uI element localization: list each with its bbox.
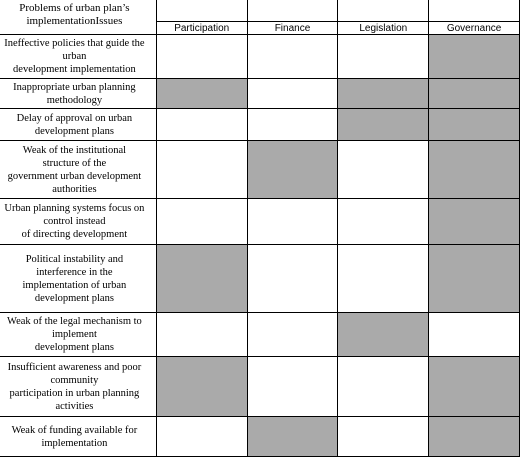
shaded-cell (429, 141, 520, 199)
issue-label: Inappropriate urban planning methodology (0, 79, 156, 109)
empty-cell (338, 141, 429, 199)
table-row (0, 245, 520, 313)
corner-header: Problems of urban plan’s implementationIssues (0, 0, 156, 35)
table-row (0, 141, 520, 199)
empty-cell (338, 199, 429, 245)
empty-cell (338, 357, 429, 417)
issue-label: Political instability and interference in the implementation of urban development plans (0, 245, 156, 313)
table-row (0, 357, 520, 417)
header-blank-cell (156, 0, 247, 22)
empty-cell (156, 109, 247, 141)
shaded-cell (156, 357, 247, 417)
header-blank-cell (338, 0, 429, 22)
header-blank-cell (429, 0, 520, 22)
empty-cell (156, 199, 247, 245)
empty-cell (247, 245, 338, 313)
table-row (0, 417, 520, 457)
shaded-cell (429, 357, 520, 417)
empty-cell (156, 141, 247, 199)
empty-cell (247, 313, 338, 357)
shaded-cell (429, 35, 520, 79)
table-row (0, 35, 520, 79)
shaded-cell (338, 109, 429, 141)
issue-label: Insufficient awareness and poor community participation in urban planning activities (0, 357, 156, 417)
column-header-finance: Finance (247, 22, 338, 35)
empty-cell (338, 35, 429, 79)
column-header-legislation: Legislation (338, 22, 429, 35)
table-row (0, 109, 520, 141)
column-header-governance: Governance (429, 22, 520, 35)
shaded-cell (338, 79, 429, 109)
shaded-cell (338, 313, 429, 357)
empty-cell (247, 357, 338, 417)
issue-label: Weak of the legal mechanism to implement development plans (0, 313, 156, 357)
empty-cell (156, 35, 247, 79)
shaded-cell (156, 79, 247, 109)
shaded-cell (429, 199, 520, 245)
header-blank-cell (247, 0, 338, 22)
issue-label: Weak of funding available for implementation (0, 417, 156, 457)
issue-label: Ineffective policies that guide the urban development implementation (0, 35, 156, 79)
column-header-participation: Participation (156, 22, 247, 35)
issue-label: Urban planning systems focus on control instead of directing development (0, 199, 156, 245)
issue-label: Delay of approval on urban development plans (0, 109, 156, 141)
shaded-cell (247, 141, 338, 199)
shaded-cell (247, 417, 338, 457)
empty-cell (156, 417, 247, 457)
empty-cell (338, 417, 429, 457)
table-row (0, 199, 520, 245)
shaded-cell (429, 109, 520, 141)
table-row (0, 313, 520, 357)
matrix-body (0, 35, 520, 457)
empty-cell (247, 35, 338, 79)
shaded-cell (156, 245, 247, 313)
empty-cell (429, 313, 520, 357)
empty-cell (338, 245, 429, 313)
empty-cell (247, 79, 338, 109)
empty-cell (247, 199, 338, 245)
empty-cell (247, 109, 338, 141)
empty-cell (156, 313, 247, 357)
issue-label: Weak of the institutional structure of the government urban development authorities (0, 141, 156, 199)
table-row (0, 79, 520, 109)
shaded-cell (429, 245, 520, 313)
shaded-cell (429, 417, 520, 457)
shaded-cell (429, 79, 520, 109)
